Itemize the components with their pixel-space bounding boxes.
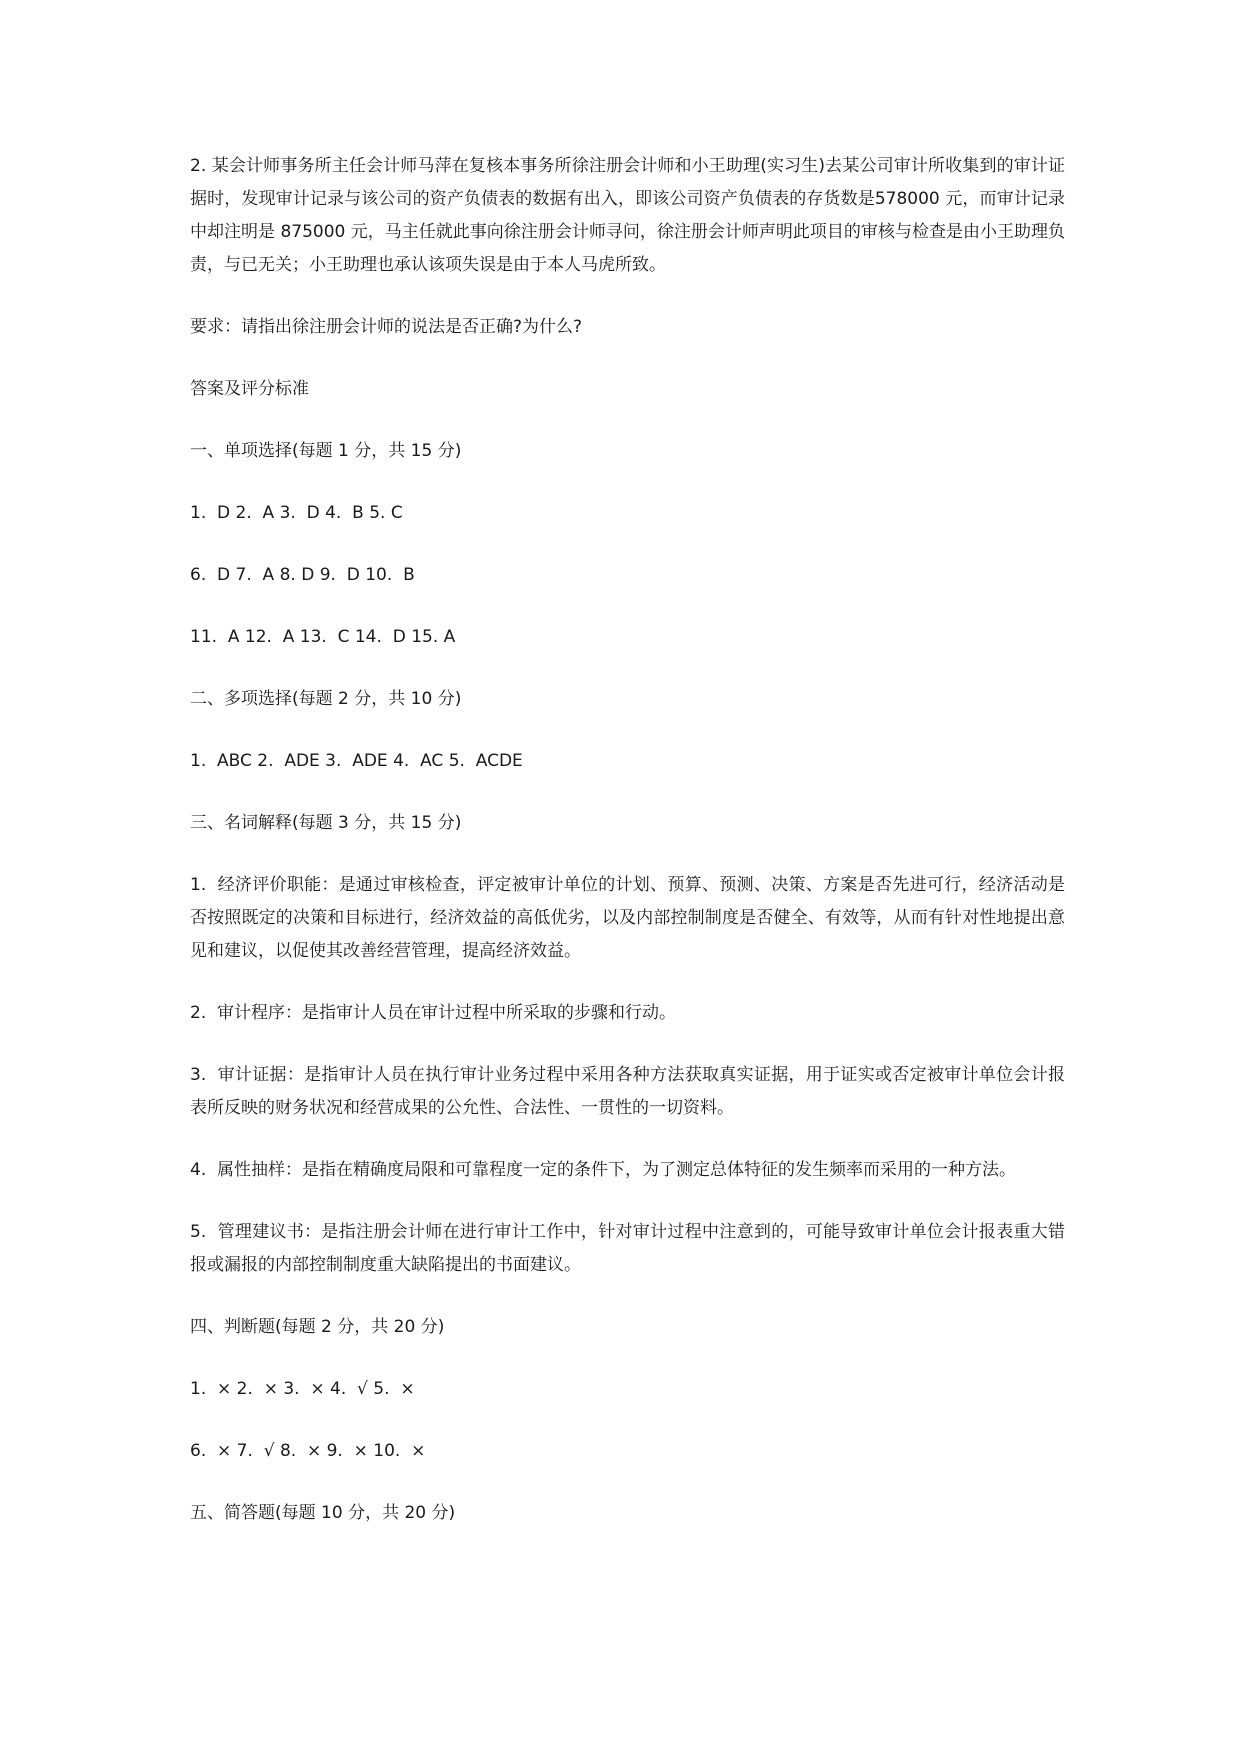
true-false-answers-row-1: 1. × 2. × 3. × 4. √ 5. × xyxy=(190,1379,415,1399)
term-definition-2: 2. 审计程序：是指审计人员在审计过程中所采取的步骤和行动。 xyxy=(190,1003,677,1023)
section-heading-single-choice: 一、单项选择(每题 1 分，共 15 分) xyxy=(190,441,462,461)
term-definition-1: 1. 经济评价职能：是通过审核检查，评定被审计单位的计划、预算、预测、决策、方案是否先进可行，经济活动是否按照既定的决策和目标进行，经济效益的高低优劣，以及内部控制制度是否健全、有效等，从而有针对性地提出意见和建议，以促使其改善经营管理，提高经济效益。 xyxy=(190,875,1065,961)
term-definition-3: 3. 审计证据：是指审计人员在执行审计业务过程中采用各种方法获取真实证据，用于证实或否定被审计单位会计报表所反映的财务状况和经营成果的公允性、合法性、一贯性的一切资料。 xyxy=(190,1065,1065,1118)
case-question-paragraph: 2. 某会计师事务所主任会计师马萍在复核本事务所徐注册会计师和小王助理(实习生)去某公司审计所收集到的审计证据时，发现审计记录与该公司的资产负债表的数据有出入，即该公司资产负债表的存货数是578000 元，而审计记录中却注明是 875000 元，马主任就此事向徐注册会计师寻问，徐注册会计师声明此项目的审核与检查是由小王助理负责，与已无关；小王助理也承认该项失误是由于本人马虎所致。 xyxy=(190,156,1065,275)
requirement-line: 要求：请指出徐注册会计师的说法是否正确?为什么? xyxy=(190,317,583,337)
section-heading-true-false: 四、判断题(每题 2 分，共 20 分) xyxy=(190,1317,445,1337)
true-false-answers-row-2: 6. × 7. √ 8. × 9. × 10. × xyxy=(190,1441,426,1461)
single-choice-answers-row-2: 6. D 7. A 8. D 9. D 10. B xyxy=(190,565,415,585)
single-choice-answers-row-1: 1. D 2. A 3. D 4. B 5. C xyxy=(190,503,403,523)
section-heading-multi-choice: 二、多项选择(每题 2 分，共 10 分) xyxy=(190,689,462,709)
document-page xyxy=(190,150,1065,1530)
section-heading-term-definitions: 三、名词解释(每题 3 分，共 15 分) xyxy=(190,813,462,833)
multi-choice-answers: 1. ABC 2. ADE 3. ADE 4. AC 5. ACDE xyxy=(190,751,523,771)
term-definition-5: 5. 管理建议书：是指注册会计师在进行审计工作中，针对审计过程中注意到的，可能导致审计单位会计报表重大错报或漏报的内部控制制度重大缺陷提出的书面建议。 xyxy=(190,1222,1065,1275)
section-heading-short-answer: 五、简答题(每题 10 分，共 20 分) xyxy=(190,1503,456,1523)
term-definition-4: 4. 属性抽样：是指在精确度局限和可靠程度一定的条件下，为了测定总体特征的发生频率而采用的一种方法。 xyxy=(190,1160,1017,1180)
single-choice-answers-row-3: 11. A 12. A 13. C 14. D 15. A xyxy=(190,627,456,647)
answer-heading: 答案及评分标准 xyxy=(190,379,309,399)
